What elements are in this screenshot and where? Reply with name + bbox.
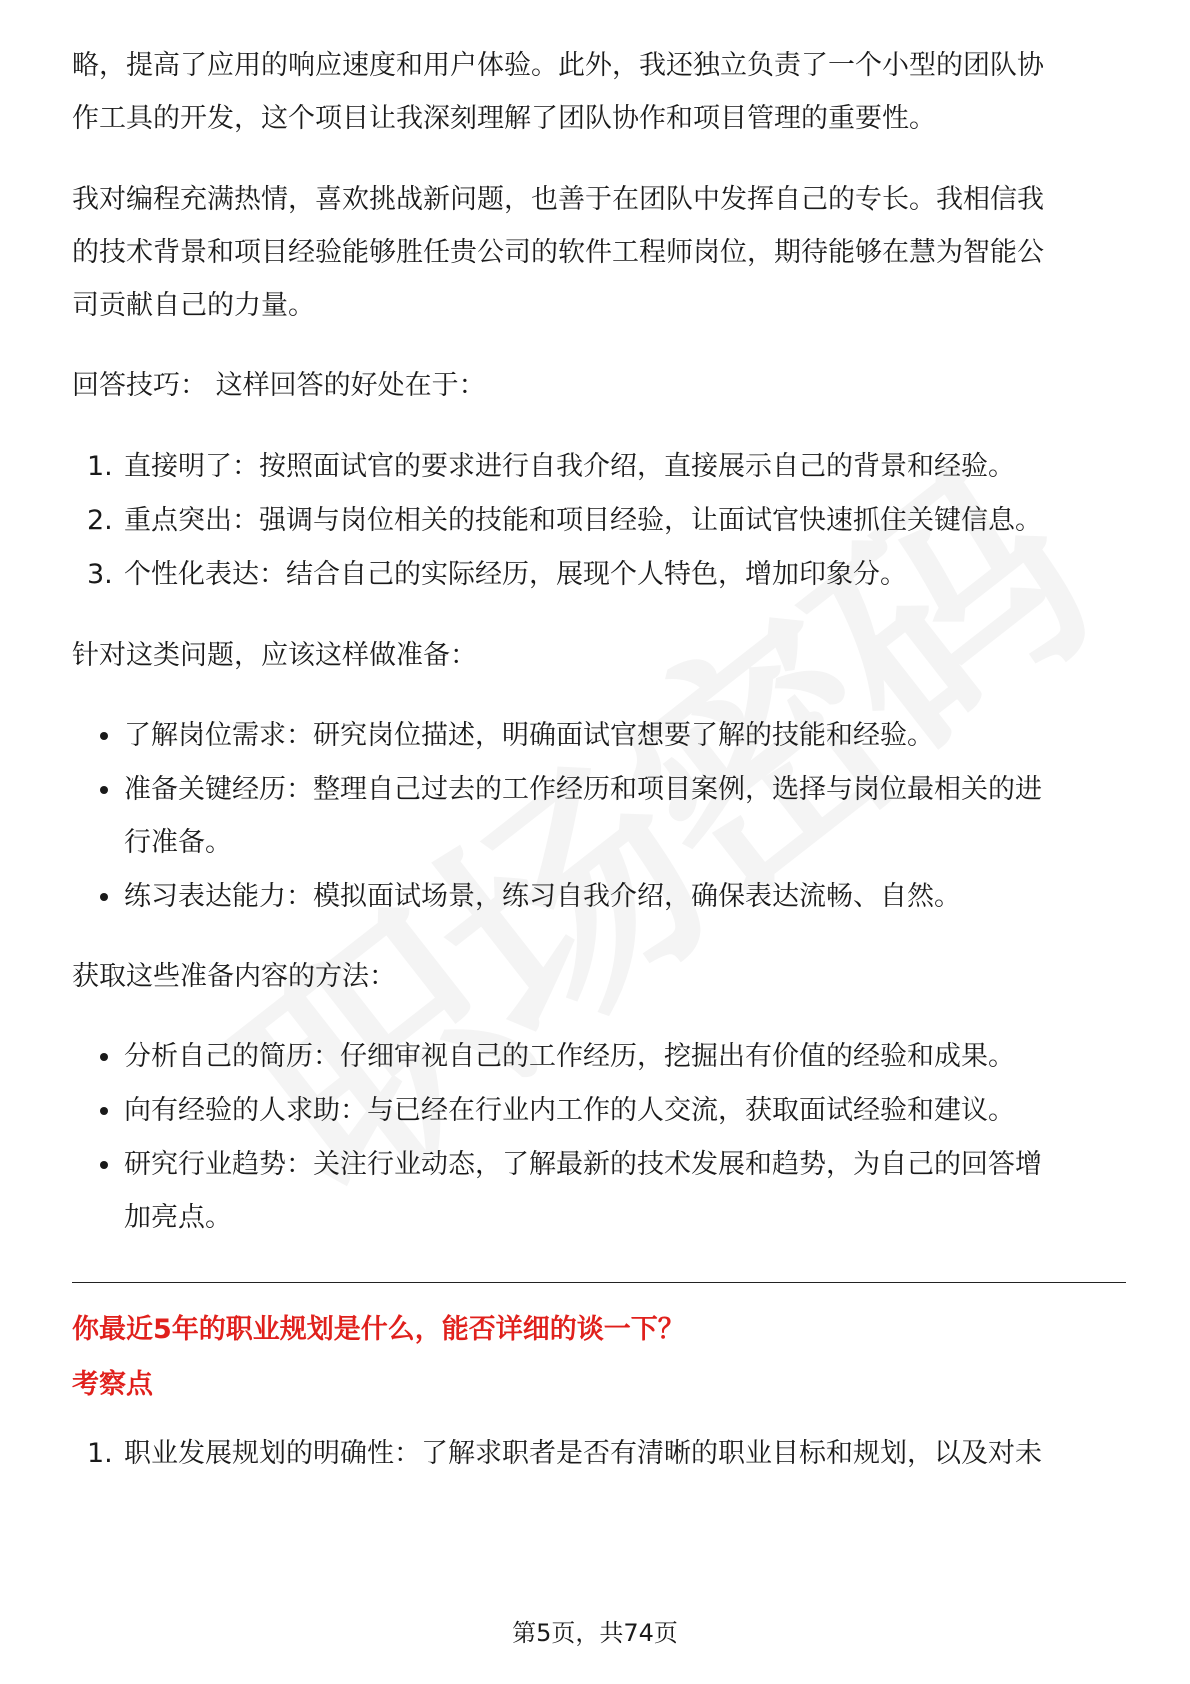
bullet-item-text: 准备关键经历：整理自己过去的工作经历和项目案例，选择与岗位最相关的进	[124, 774, 1042, 805]
list-item-text: 个性化表达：结合自己的实际经历，展现个人特色，增加印象分。	[124, 559, 907, 590]
bullet-item-text: 分析自己的简历：仔细审视自己的工作经历，挖掘出有价值的经验和成果。	[124, 1041, 1015, 1072]
list-number: 3.	[87, 559, 113, 590]
list-item-text: 重点突出：强调与岗位相关的技能和项目经验，让面试官快速抓住关键信息。	[124, 505, 1042, 536]
list-number: 1.	[87, 451, 113, 482]
bullet-item-text: 加亮点。	[124, 1202, 232, 1233]
bullet-icon	[100, 1107, 108, 1115]
list-number: 2.	[87, 505, 113, 536]
list-item-text: 职业发展规划的明确性：了解求职者是否有清晰的职业目标和规划，以及对未	[124, 1438, 1042, 1469]
bullet-item-text: 研究行业趋势：关注行业动态，了解最新的技术发展和趋势，为自己的回答增	[124, 1149, 1042, 1180]
page-number: 第5页，共74页	[512, 1619, 678, 1647]
bullet-item-text: 练习表达能力：模拟面试场景，练习自我介绍，确保表达流畅、自然。	[124, 881, 961, 912]
bullet-item-text: 行准备。	[124, 827, 232, 858]
bullet-icon	[100, 786, 108, 794]
paragraph-line: 司贡献自己的力量。	[72, 290, 315, 321]
section-heading-prepare: 针对这类问题，应该这样做准备：	[72, 640, 477, 671]
bullet-icon	[100, 893, 108, 901]
list-number: 1.	[87, 1438, 113, 1469]
paragraph-line: 略，提高了应用的响应速度和用户体验。此外，我还独立负责了一个小型的团队协	[72, 50, 1044, 81]
section-heading-tips: 回答技巧： 这样回答的好处在于：	[72, 370, 486, 401]
bullet-icon	[100, 1161, 108, 1169]
paragraph-line: 作工具的开发，这个项目让我深刻理解了团队协作和项目管理的重要性。	[72, 103, 936, 134]
bullet-item-text: 了解岗位需求：研究岗位描述，明确面试官想要了解的技能和经验。	[124, 720, 934, 751]
question-title: 你最近5年的职业规划是什么，能否详细的谈一下？	[72, 1314, 685, 1345]
bullet-icon	[100, 732, 108, 740]
section-divider	[72, 1282, 1126, 1283]
bullet-icon	[100, 1053, 108, 1061]
section-heading-methods: 获取这些准备内容的方法：	[72, 961, 396, 992]
bullet-item-text: 向有经验的人求助：与已经在行业内工作的人交流，获取面试经验和建议。	[124, 1095, 1015, 1126]
list-item-text: 直接明了：按照面试官的要求进行自我介绍，直接展示自己的背景和经验。	[124, 451, 1015, 482]
question-subtitle: 考察点	[72, 1369, 153, 1400]
paragraph-line: 的技术背景和项目经验能够胜任贵公司的软件工程师岗位，期待能够在慧为智能公	[72, 237, 1044, 268]
paragraph-line: 我对编程充满热情，喜欢挑战新问题，也善于在团队中发挥自己的专长。我相信我	[72, 184, 1044, 215]
